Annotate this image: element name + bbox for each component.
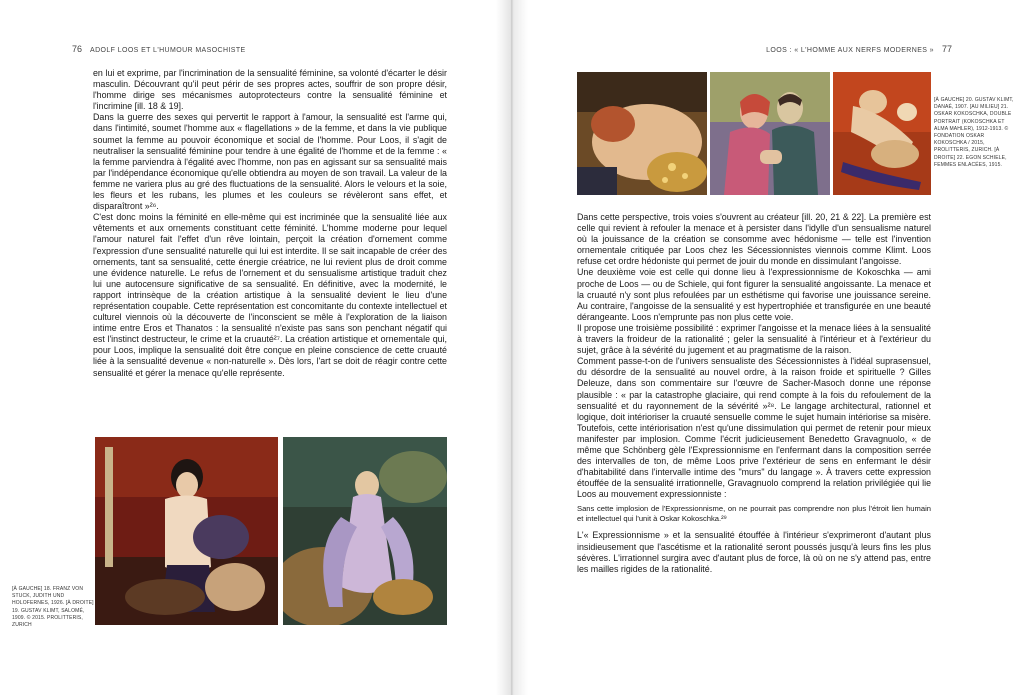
- body-paragraph: Dans cette perspective, trois voies s'ouvrent au créateur [ill. 20, 21 & 22]. La première est celle qui revient à refouler la menace et à persister dans l'idylle d'un sensualisme naturel où la jouissance de la création se consomme avec hédonisme — telle est l'invention ornementale critiquée par Loos chez les Sécessionnistes viennois comme Klimt. Loos refuse cet ordre hédoniste qui permet de jouir du monde en dissimulant l'angoisse.: [577, 212, 931, 267]
- body-paragraph: en lui et exprime, par l'incrimination de la sensualité féminine, sa volonté d'écarter le désir masculin. Découvrant qu'il peut périr de ses propres actes, souffrir de son propre désir, l'homme dirige ses mécanismes autoprotecteurs contre la sensualité féminine et l'incrimine [ill. 18 & 19].: [93, 68, 447, 112]
- right-figure-caption: [À GAUCHE] 20. GUSTAV KLIMT, DANAÉ, 1907. [AU MILIEU] 21. OSKAR KOKOSCHKA, DOUBLE PORTRAIT (KOKOSCHKA ET ALMA MAHLER), 1912-1913. © FONDATION OSKAR KOKOSCHKA / 2015, PROLITTERIS, ZURICH. [À DROITE] 22. EGON SCHIELE, FEMMES ENLACÉES, 1915.: [934, 97, 1014, 168]
- left-figure-caption: [À GAUCHE] 18. FRANZ VON STUCK, JUDITH UND HOLOFERNES, 1926. [À DROITE] 19. GUSTAV KLIMT, SALOMÉ, 1909. © 2015. PROLITTERIS, ZURICH: [12, 586, 94, 629]
- body-paragraph: Dans la guerre des sexes qui pervertit le rapport à l'amour, la sensualité est l'arme qui, dans l'intimité, soumet l'homme aux « flagellations » de la femme, et dans la vie publique soumet la femme au pouvoir économique et social de l'homme. Pour Loos, il s'agit de neutraliser la sensualité féminine pour tendre à une égalité de l'homme et de la femme : « la femme parviendra à l'égalité avec l'homme, non pas en agissant sur sa sensualité mais par l'indépendance économique qu'elle obtiendra au moyen de son travail. La valeur de la femme ne variera plus au gré des fluctuations de la sensualité. Alors le velours et la soie, les fleurs et les rubans, les plumes et les couleurs se révèleront sans effet, et disparaîtront »²⁶.: [93, 112, 447, 212]
- double-portrait-painting-image: [710, 72, 830, 195]
- right-page: [512, 0, 1024, 695]
- left-body-text: [93, 68, 447, 379]
- book-spine: [511, 0, 512, 695]
- left-running-head: [72, 44, 246, 54]
- right-running-head-title: LOOS : « L'HOMME AUX NERFS MODERNES »: [766, 47, 934, 54]
- right-page-number: 77: [941, 44, 952, 54]
- body-paragraph: L'« Expressionnisme » et la sensualité étouffée à l'intérieur s'exprimeront d'autant plus insidieusement que l'ascétisme et la rationalité seront poussés jusqu'à leurs fins les plus sévères. L'irrationnel surgira avec d'autant plus de force, là où on ne s'y attend pas, entre les mailles rigides de la rationalité.: [577, 530, 931, 574]
- illustration-schiele: [833, 72, 931, 195]
- right-running-head: [766, 44, 952, 54]
- schiele-painting-image: [833, 72, 931, 195]
- judith-painting-image: [95, 437, 278, 625]
- block-quote: Sans cette implosion de l'Expressionnisme, on ne pourrait pas comprendre non plus l'étroit lien humain et intellectuel qui l'unit à Oskar Kokoschka.²⁹: [577, 504, 931, 524]
- illustration-salome: [283, 437, 447, 625]
- body-paragraph: Il propose une troisième possibilité : exprimer l'angoisse et la menace liées à la sensualité à travers la froideur de la rationalité ; geler la sensualité à l'intérieur et à l'extérieur du sujet, grâce à la sévérité du jugement et au pragmatisme de la raison.: [577, 322, 931, 356]
- left-running-head-title: ADOLF LOOS ET L'HUMOUR MASOCHISTE: [90, 47, 246, 54]
- salome-painting-image: [283, 437, 447, 625]
- body-paragraph: Comment passe-t-on de l'univers sensualiste des Sécessionnistes à l'idéal suprasensuel, du désordre de la sensualité au nouvel ordre, à la raison froide et spirituelle ? Gilles Deleuze, dans son commentaire sur l'œuvre de Sacher-Masoch donne une réponse plausible : « par la catastrophe glaciaire, qui rend compte à la fois du refoulement de la sensualité et du rayonnement de la sévérité »²⁸. Le langage architectural, rationnel et logique, doit intérioriser la cruauté sensuelle comme le sujet humain intériorise sa misère. Toutefois, cette intériorisation n'est qu'une dissimulation qui permet de retenir pour mieux manifester par implosion. Comme l'écrit judicieusement Benedetto Gravagnuolo, « de même que Schönberg gèle l'Expressionnisme en l'enfermant dans la composition serrée des intervalles de ton, de même Loos prive l'extérieur de sens en enfermant le désir d'habitabilité dans l'intervalle intime des "murs" du langage ». À travers cette expression étouffée de la sensualité irrationnelle, Gravagnuolo comprend la relation privilégiée qui lie Loos au mouvement expressionniste :: [577, 356, 931, 500]
- body-paragraph: Une deuxième voie est celle qui donne lieu à l'expressionnisme de Kokoschka — ami proche de Loos — ou de Schiele, qui font figurer la sensualité angoissante. La menace et la cruauté n'y sont plus refoulées par un esthétisme qui favorise une jouissance sereine. Au contraire, l'angoisse de la sensualité y est hypertrophiée et transfigurée en une beauté dérangeante. Loos n'emprunte pas non plus cette voie.: [577, 267, 931, 322]
- illustration-danae: [577, 72, 707, 195]
- left-page-number: 76: [72, 44, 83, 54]
- danae-painting-image: [577, 72, 707, 195]
- book-gutter: [496, 0, 528, 695]
- body-paragraph: C'est donc moins la féminité en elle-même qui est incriminée que la sensualité liée aux vêtements et aux ornements constituant cette féminité. L'homme moderne pour lequel l'amour naturel fait l'effet d'un rêve lointain, perçoit la création d'ornement comme l'expression d'une sensualité naturelle qui lui est interdite. Il se sait incapable de créer des ornements, tant sa sensualité, cette énergie créatrice, ne lui revient plus de droit comme une évidence naturelle. Le refus de l'ornement et du sensualisme artistique traduit chez lui une autocensure significative de sa sensualité. En définitive, avec la modernité, le rapport intrinsèque de la création artistique à la sensualité devient le lieu d'une représentation coupable. Cette représentation est concomitante du contexte intellectuel et culturel viennois où la découverte de l'inconscient se mêle à l'exploration de la liaison intime entre Eros et Thanatos : la sensualité n'existe pas sans son penchant négatif qui est l'instinct destructeur, le crime et la cruauté²⁷. La création artistique et ornementale qui, pour Loos, implique la sensualité doit être conçue en pleine conscience de cette cruauté liée à la sensualité devenue « non-naturelle ». Dès lors, l'art se doit de réagir contre cette sensualité et gérer la menace qu'elle représente.: [93, 212, 447, 378]
- right-body-text: [577, 212, 931, 575]
- illustration-double-portrait: [710, 72, 830, 195]
- illustration-judith: [95, 437, 278, 625]
